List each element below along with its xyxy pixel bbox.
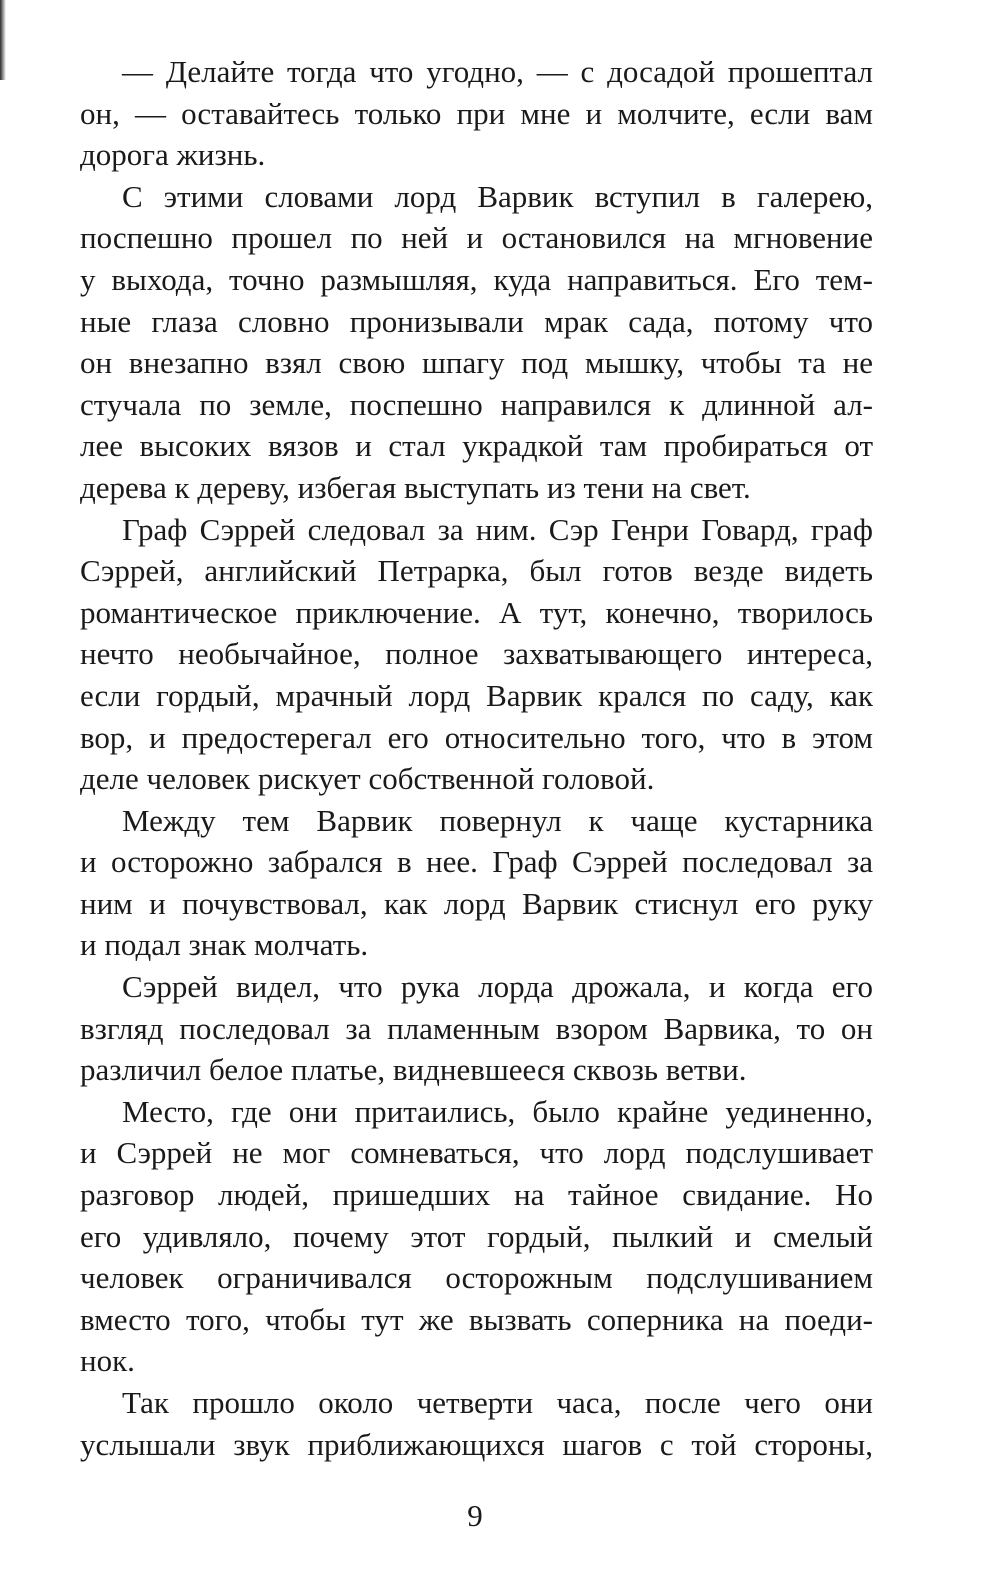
text-line: и осторожно забрался в нее. Граф Сэррей последовал за — [80, 844, 873, 880]
page-binding-shadow — [0, 0, 6, 80]
text-line: лее высоких вязов и стал украдкой там пробираться от — [80, 428, 873, 464]
text-line: вместо того, чтобы тут же вызвать соперника на поеди- — [80, 1301, 873, 1337]
text-line: и подал знак молчать. — [80, 927, 369, 963]
text-line: Место, где они притаились, было крайне уединенно, — [122, 1093, 873, 1129]
text-line: С этими словами лорд Варвик вступил в галерею, — [122, 178, 873, 214]
text-line: дерева к дереву, избегая выступать из тени на свет. — [80, 469, 751, 505]
text-line: нок. — [80, 1343, 135, 1379]
page-number: 9 — [467, 1498, 483, 1533]
text-line: ные глаза словно пронизывали мрак сада, потому что — [80, 303, 873, 339]
text-line: если гордый, мрачный лорд Варвик крался по саду, как — [80, 677, 873, 713]
text-line: он внезапно взял свою шпагу под мышку, чтобы та не — [80, 345, 873, 381]
text-line: нечто необычайное, полное захватывающего интереса, — [80, 636, 873, 672]
text-line: вор, и предостерегал его относительно того, что в этом — [80, 719, 873, 755]
text-line: его удивляло, почему этот гордый, пылкий и смелый — [80, 1218, 873, 1254]
text-line: ним и почувствовал, как лорд Варвик стиснул его руку — [80, 885, 873, 921]
text-line: у выхода, точно размышляя, куда направиться. Его тем- — [80, 261, 873, 297]
text-line: Между тем Варвик повернул к чаще кустарника — [122, 802, 873, 838]
text-line: различил белое платье, видневшееся сквозь ветви. — [80, 1052, 747, 1088]
text-line: Сэррей, английский Петрарка, был готов везде видеть — [80, 553, 873, 589]
text-line: Граф Сэррей следовал за ним. Сэр Генри Говард, граф — [122, 511, 873, 547]
text-line: поспешно прошел по ней и остановился на мгновение — [80, 220, 873, 256]
text-line: взгляд последовал за пламенным взором Варвика, то он — [80, 1010, 873, 1046]
text-line: и Сэррей не мог сомневаться, что лорд подслушивает — [80, 1135, 873, 1171]
text-line: дорога жизнь. — [80, 137, 266, 173]
text-line: разговор людей, пришедших на тайное свидание. Но — [80, 1177, 873, 1213]
text-line: услышали звук приближающихся шагов с той стороны, — [80, 1426, 873, 1462]
text-line: стучала по земле, поспешно направился к длинной ал- — [80, 386, 873, 422]
text-line: он, — оставайтесь только при мне и молчите, если вам — [80, 95, 873, 131]
text-line: Так прошло около четверти часа, после чего они — [122, 1385, 873, 1420]
text-line: Сэррей видел, что рука лорда дрожала, и когда его — [122, 969, 873, 1005]
text-line: человек ограничивался осторожным подслушиванием — [80, 1260, 873, 1296]
page-text — [80, 51, 873, 1465]
text-line: романтическое приключение. А тут, конечно, творилось — [80, 594, 873, 630]
text-line: деле человек рискует собственной головой. — [80, 761, 655, 797]
text-line: — Делайте тогда что угодно, — с досадой прошептал — [122, 54, 873, 89]
